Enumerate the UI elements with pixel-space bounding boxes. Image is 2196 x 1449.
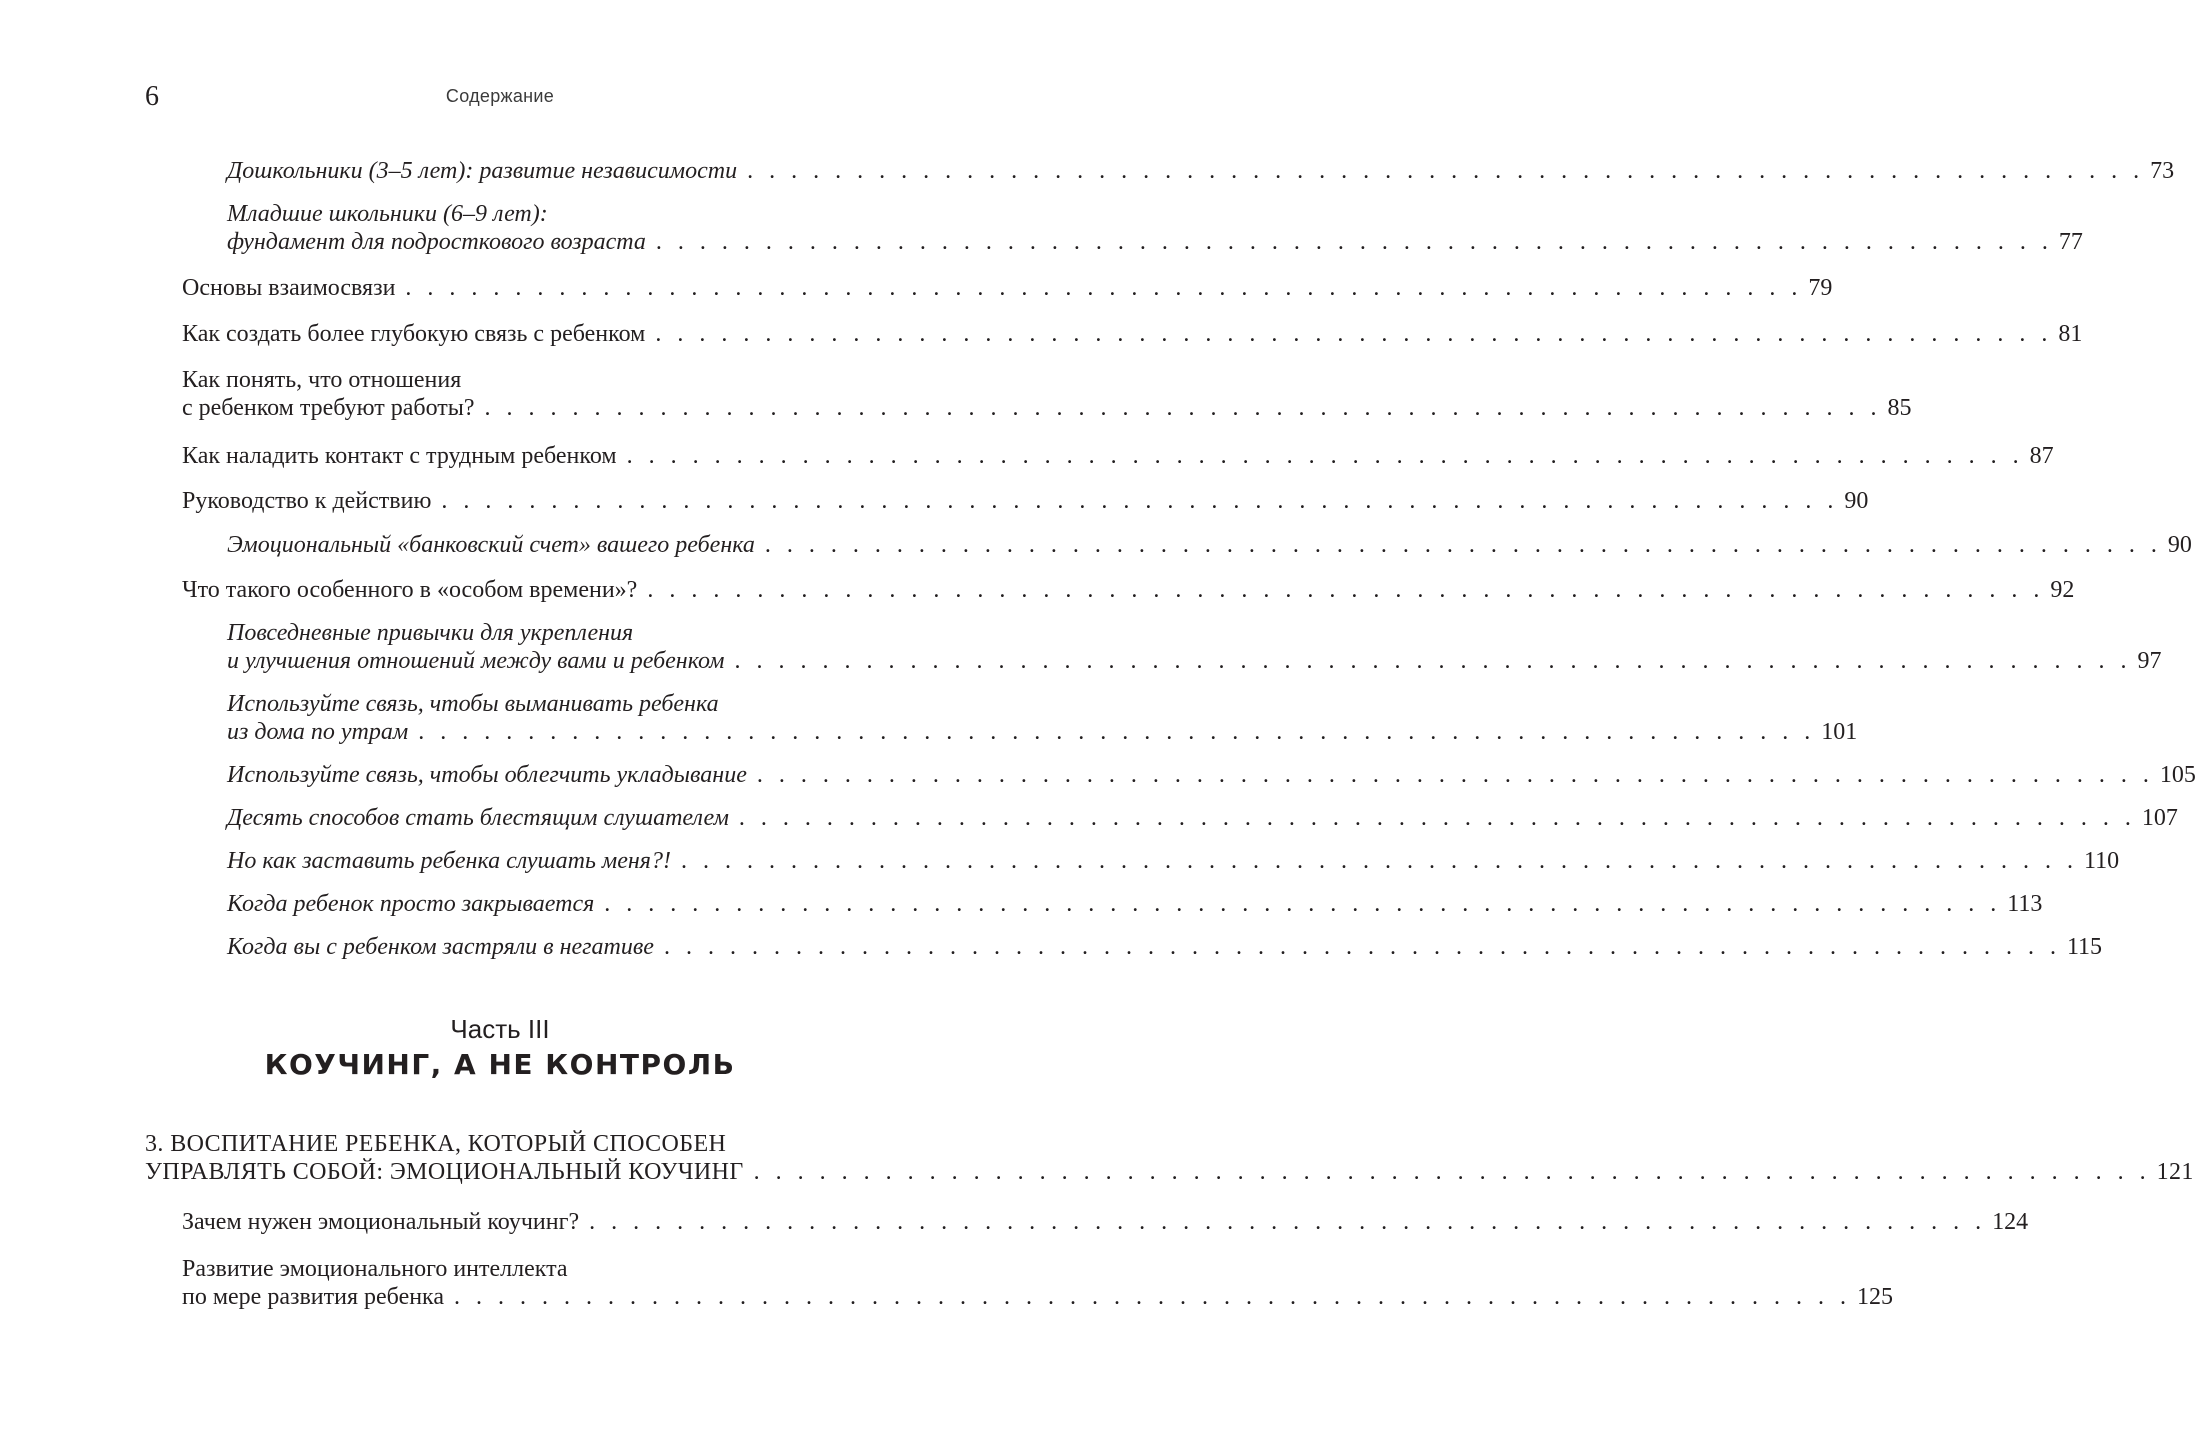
toc-entry bbox=[182, 442, 2054, 470]
toc-entry-title-line: Используйте связь, чтобы выманивать ребенка bbox=[227, 691, 719, 717]
chapter-entry bbox=[145, 1130, 2194, 1186]
toc-entry-title: Руководство к действию bbox=[182, 488, 432, 514]
toc-entry-title: Когда вы с ребенком застряли в негативе bbox=[227, 934, 654, 960]
dot-leader: . . . . . . . . . . . . . . . . . . . . . . . . . . . . . . . . . . . . . . . . . . . . . . . . . . . . . . . . . . . . . . . . bbox=[734, 648, 2132, 674]
toc-entry bbox=[227, 619, 2162, 675]
toc-entry bbox=[182, 274, 1833, 302]
toc-entry-title-line: Как понять, что отношения bbox=[182, 367, 462, 393]
dot-leader: . . . . . . . . . . . . . . . . . . . . . . . . . . . . . . . . . . . . . . . . . . . . . . . . . . . . . . . . . . . . . . . . bbox=[647, 577, 2045, 603]
toc-entry-page: 105 bbox=[2159, 762, 2196, 788]
toc-entry-title: из дома по утрам bbox=[227, 719, 409, 745]
toc-entry-title: Дошкольники (3–5 лет): развитие независимости bbox=[227, 158, 738, 184]
toc-entry-title: Эмоциональный «банковский счет» вашего ребенка bbox=[227, 532, 755, 558]
toc-entry-title: по мере развития ребенка bbox=[182, 1284, 445, 1310]
running-head: Содержание bbox=[445, 86, 555, 106]
toc-entry-page: 81 bbox=[2058, 321, 2083, 347]
toc-entry bbox=[227, 804, 2178, 832]
toc-entry-page: 124 bbox=[1992, 1209, 2029, 1235]
dot-leader: . . . . . . . . . . . . . . . . . . . . . . . . . . . . . . . . . . . . . . . . . . . . . . . . . . . . . . . . . . . . . . . . bbox=[753, 1159, 2151, 1185]
toc-entry bbox=[182, 487, 1869, 515]
toc-entry-title: Как создать более глубокую связь с ребенком bbox=[182, 321, 646, 347]
toc-entry bbox=[227, 200, 2083, 256]
dot-leader: . . . . . . . . . . . . . . . . . . . . . . . . . . . . . . . . . . . . . . . . . . . . . . . . . . . . . . . . . . . . . . . . bbox=[626, 443, 2024, 469]
toc-entry-title: Когда ребенок просто закрывается bbox=[227, 891, 595, 917]
toc-entry-page: 97 bbox=[2137, 648, 2162, 674]
toc-entry-title-line: Повседневные привычки для укрепления bbox=[227, 620, 634, 646]
toc-entry-page: 113 bbox=[2007, 891, 2043, 917]
dot-leader: . . . . . . . . . . . . . . . . . . . . . . . . . . . . . . . . . . . . . . . . . . . . . . . . . . . . . . . . . . . . . . . . bbox=[418, 719, 1816, 745]
toc-entry-page: 125 bbox=[1857, 1284, 1894, 1310]
dot-leader: . . . . . . . . . . . . . . . . . . . . . . . . . . . . . . . . . . . . . . . . . . . . . . . . . . . . . . . . . . . . . . . . bbox=[454, 1284, 1852, 1310]
chapter-title: УПРАВЛЯТЬ СОБОЙ: ЭМОЦИОНАЛЬНЫЙ КОУЧИНГ bbox=[145, 1159, 744, 1185]
toc-entry-page: 85 bbox=[1887, 395, 1912, 421]
toc-entry bbox=[227, 157, 2175, 185]
toc-entry-page: 101 bbox=[1821, 719, 1858, 745]
dot-leader: . . . . . . . . . . . . . . . . . . . . . . . . . . . . . . . . . . . . . . . . . . . . . . . . . . . . . . . . . . . . . . . . bbox=[441, 488, 1839, 514]
page-number: 6 bbox=[145, 81, 159, 112]
dot-leader: . . . . . . . . . . . . . . . . . . . . . . . . . . . . . . . . . . . . . . . . . . . . . . . . . . . . . . . . . . . . . . . . bbox=[484, 395, 1882, 421]
part-label: Часть III bbox=[450, 1014, 550, 1044]
toc-entry bbox=[227, 847, 2120, 875]
toc-entry-page: 92 bbox=[2050, 577, 2075, 603]
toc-entry-page: 107 bbox=[2141, 805, 2178, 831]
toc-entry bbox=[227, 531, 2192, 559]
toc-entry bbox=[227, 933, 2103, 961]
toc-entry bbox=[227, 890, 2043, 918]
chapter-title-line: 3. ВОСПИТАНИЕ РЕБЕНКА, КОТОРЫЙ СПОСОБЕН bbox=[145, 1131, 727, 1157]
toc-entry-page: 73 bbox=[2150, 158, 2175, 184]
toc-entry-title: Что такого особенного в «особом времени»? bbox=[182, 577, 638, 603]
toc-entry-title: Десять способов стать блестящим слушателем bbox=[227, 805, 729, 831]
toc-entry bbox=[182, 1208, 2029, 1236]
toc-entry bbox=[227, 761, 2196, 789]
toc-entry-title: и улучшения отношений между вами и ребенком bbox=[227, 648, 725, 674]
dot-leader: . . . . . . . . . . . . . . . . . . . . . . . . . . . . . . . . . . . . . . . . . . . . . . . . . . . . . . . . . . . . . . . . bbox=[738, 805, 2136, 831]
toc-entry bbox=[182, 320, 2083, 348]
toc-entry-title: Как наладить контакт с трудным ребенком bbox=[182, 443, 617, 469]
toc-entry-title: Но как заставить ребенка слушать меня?! bbox=[227, 848, 671, 874]
dot-leader: . . . . . . . . . . . . . . . . . . . . . . . . . . . . . . . . . . . . . . . . . . . . . . . . . . . . . . . . . . . . . . . . bbox=[655, 229, 2053, 255]
dot-leader: . . . . . . . . . . . . . . . . . . . . . . . . . . . . . . . . . . . . . . . . . . . . . . . . . . . . . . . . . . . . . . . . bbox=[764, 532, 2162, 558]
toc-entry-page: 87 bbox=[2029, 443, 2054, 469]
dot-leader: . . . . . . . . . . . . . . . . . . . . . . . . . . . . . . . . . . . . . . . . . . . . . . . . . . . . . . . . . . . . . . . . bbox=[756, 762, 2154, 788]
toc-entry-title: фундамент для подросткового возраста bbox=[227, 229, 646, 255]
toc-entry-title: Зачем нужен эмоциональный коучинг? bbox=[182, 1209, 580, 1235]
part-title: КОУЧИНГ, А НЕ КОНТРОЛЬ bbox=[264, 1048, 736, 1081]
toc-entry bbox=[182, 576, 2075, 604]
chapter-page: 121 bbox=[2156, 1159, 2194, 1185]
toc-entry-title: Основы взаимосвязи bbox=[182, 275, 396, 301]
toc-entry-page: 79 bbox=[1808, 275, 1833, 301]
dot-leader: . . . . . . . . . . . . . . . . . . . . . . . . . . . . . . . . . . . . . . . . . . . . . . . . . . . . . . . . . . . . . . . . bbox=[655, 321, 2053, 347]
dot-leader: . . . . . . . . . . . . . . . . . . . . . . . . . . . . . . . . . . . . . . . . . . . . . . . . . . . . . . . . . . . . . . . . bbox=[589, 1209, 1987, 1235]
toc-entry-title: с ребенком требуют работы? bbox=[182, 395, 475, 421]
toc-entry-title-line: Младшие школьники (6–9 лет): bbox=[227, 201, 548, 227]
toc-entry-page: 90 bbox=[1844, 488, 1869, 514]
toc-entry-page: 110 bbox=[2083, 848, 2120, 874]
toc-entry-page: 115 bbox=[2066, 934, 2103, 960]
toc-entry bbox=[182, 366, 1912, 422]
dot-leader: . . . . . . . . . . . . . . . . . . . . . . . . . . . . . . . . . . . . . . . . . . . . . . . . . . . . . . . . . . . . . . . . bbox=[604, 891, 2002, 917]
dot-leader: . . . . . . . . . . . . . . . . . . . . . . . . . . . . . . . . . . . . . . . . . . . . . . . . . . . . . . . . . . . . . . . . bbox=[747, 158, 2145, 184]
dot-leader: . . . . . . . . . . . . . . . . . . . . . . . . . . . . . . . . . . . . . . . . . . . . . . . . . . . . . . . . . . . . . . . . bbox=[405, 275, 1803, 301]
toc-entry-title: Используйте связь, чтобы облегчить укладывание bbox=[227, 762, 747, 788]
dot-leader: . . . . . . . . . . . . . . . . . . . . . . . . . . . . . . . . . . . . . . . . . . . . . . . . . . . . . . . . . . . . . . . . bbox=[680, 848, 2078, 874]
toc-entry bbox=[182, 1255, 1894, 1311]
dot-leader: . . . . . . . . . . . . . . . . . . . . . . . . . . . . . . . . . . . . . . . . . . . . . . . . . . . . . . . . . . . . . . . . bbox=[663, 934, 2061, 960]
toc-entry-title-line: Развитие эмоционального интеллекта bbox=[182, 1256, 568, 1282]
toc-entry bbox=[227, 690, 1858, 746]
toc-entry-page: 90 bbox=[2167, 532, 2192, 558]
toc-entry-page: 77 bbox=[2058, 229, 2083, 255]
